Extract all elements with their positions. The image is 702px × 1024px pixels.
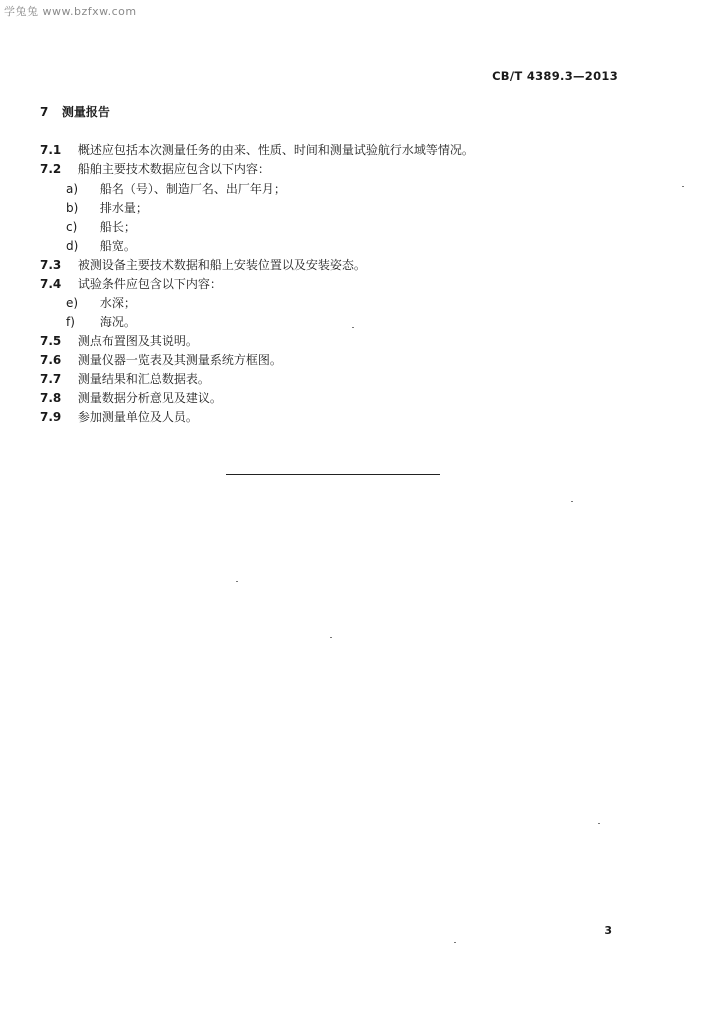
clause-7-3	[40, 257, 366, 273]
clause-text: 试验条件应包含以下内容：	[77, 277, 222, 291]
clause-7-2	[40, 161, 270, 177]
clause-number: 7.9	[40, 410, 62, 424]
clause-text: 测量数据分析意见及建议。	[77, 391, 222, 405]
clause-number: 7.2	[40, 162, 62, 176]
list-label: a)	[66, 182, 79, 196]
scan-speck	[571, 501, 573, 502]
section-number: 7	[40, 105, 49, 119]
clause-number: 7.4	[40, 277, 62, 291]
clause-number: 7.8	[40, 391, 62, 405]
clause-number: 7.1	[40, 143, 62, 157]
scan-speck	[682, 186, 684, 187]
clause-text: 参加测量单位及人员。	[77, 410, 198, 424]
list-item-a	[66, 181, 286, 197]
list-label: c)	[66, 220, 78, 234]
section-title: 测量报告	[61, 105, 110, 119]
scan-speck	[352, 327, 354, 328]
clause-number: 7.5	[40, 334, 62, 348]
list-item-e	[66, 295, 136, 311]
list-item-b	[66, 200, 148, 216]
list-text: 海况。	[99, 315, 136, 329]
scan-speck	[236, 581, 238, 582]
clause-number: 7.6	[40, 353, 62, 367]
clause-number: 7.3	[40, 258, 62, 272]
list-text: 水深；	[99, 296, 136, 310]
standard-code: CB/T 4389.3—2013	[492, 69, 618, 83]
clause-7-8	[40, 390, 222, 406]
section-heading	[40, 104, 110, 120]
clause-text: 被测设备主要技术数据和船上安装位置以及安装姿态。	[77, 258, 366, 272]
clause-7-6	[40, 352, 282, 368]
scan-speck	[330, 637, 332, 638]
clause-text: 测点布置图及其说明。	[77, 334, 198, 348]
list-item-c	[66, 219, 136, 235]
clause-7-7	[40, 371, 210, 387]
clause-7-1	[40, 142, 474, 158]
scan-speck	[598, 823, 600, 824]
clause-text: 概述应包括本次测量任务的由来、性质、时间和测量试验航行水域等情况。	[77, 143, 474, 157]
list-text: 船长；	[99, 220, 136, 234]
watermark: 学兔兔 www.bzfxw.com	[4, 5, 137, 18]
clause-7-4	[40, 276, 222, 292]
clause-7-9	[40, 409, 198, 425]
scan-speck	[454, 942, 456, 943]
list-label: e)	[66, 296, 79, 310]
clause-number: 7.7	[40, 372, 62, 386]
list-label: b)	[66, 201, 79, 215]
end-rule	[226, 474, 440, 475]
list-text: 船名（号）、制造厂名、出厂年月；	[99, 182, 286, 196]
list-text: 船宽。	[99, 239, 136, 253]
clause-text: 测量结果和汇总数据表。	[77, 372, 210, 386]
list-label: d)	[66, 239, 79, 253]
page-number: 3	[604, 924, 612, 937]
list-item-f	[66, 314, 136, 330]
list-item-d	[66, 238, 136, 254]
clause-7-5	[40, 333, 198, 349]
list-label: f)	[66, 315, 75, 329]
clause-text: 船舶主要技术数据应包含以下内容：	[77, 162, 270, 176]
clause-text: 测量仪器一览表及其测量系统方框图。	[77, 353, 282, 367]
list-text: 排水量；	[99, 201, 148, 215]
